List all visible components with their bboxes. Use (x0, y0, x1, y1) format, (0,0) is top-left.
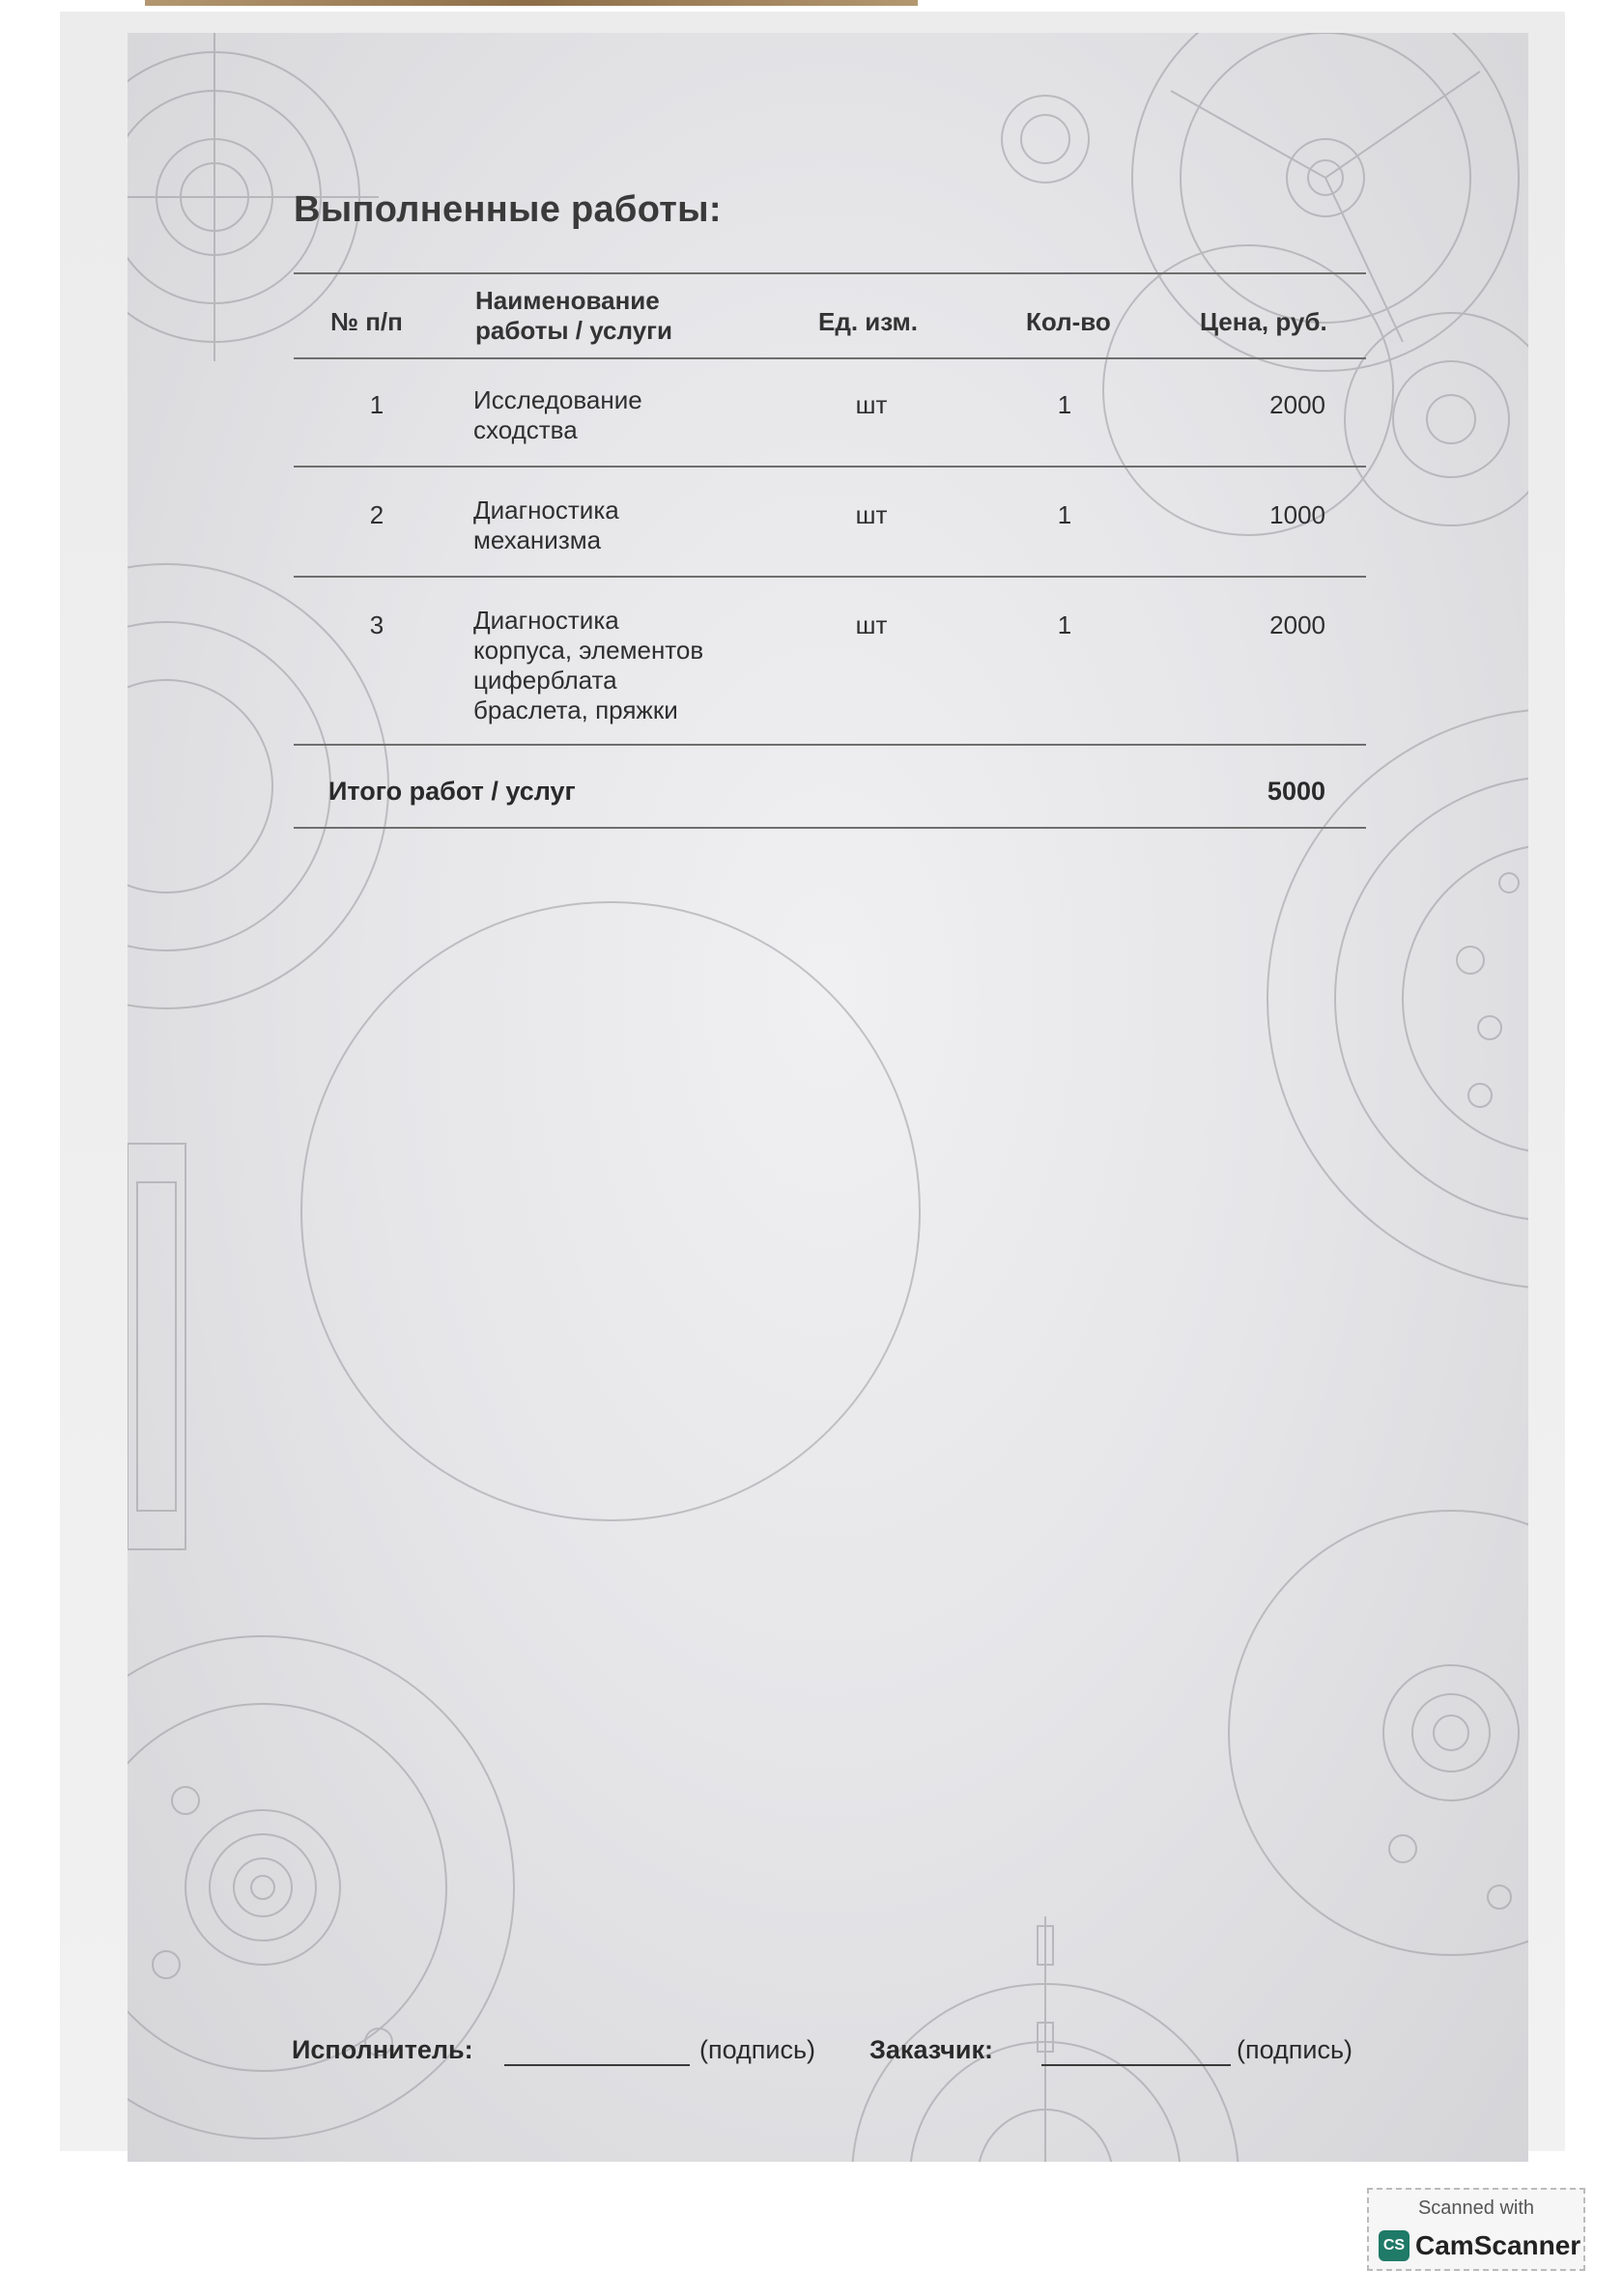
customer-signature-line (1041, 2064, 1231, 2066)
row-quantity: 1 (1057, 500, 1072, 529)
document-content (128, 33, 1528, 2162)
row-number: 1 (369, 390, 384, 419)
document-page (128, 33, 1528, 2162)
scanned-with-text: Scanned with (1417, 2197, 1535, 2219)
row-unit: шт (855, 390, 888, 419)
executor-signature-line (504, 2064, 690, 2066)
row-name-line: корпуса, элементов (473, 636, 704, 665)
page-title: Выполненные работы: (294, 189, 722, 230)
header-name-line2: работы / услуги (475, 316, 672, 345)
row-name-line: циферблата (473, 666, 617, 694)
header-rule (294, 357, 1366, 359)
row-rule (294, 466, 1366, 468)
customer-label: Заказчик: (869, 2035, 993, 2064)
row-name-line: браслета, пряжки (473, 695, 678, 724)
row-name-line: Диагностика (473, 606, 619, 635)
camscanner-name: CamScanner (1415, 2230, 1581, 2260)
scan-edge-top (145, 0, 918, 6)
customer-signature-note: (подпись) (1237, 2035, 1353, 2064)
header-price: Цена, руб. (1200, 307, 1327, 336)
total-label: Итого работ / услуг (328, 777, 576, 806)
row-rule (294, 744, 1366, 746)
total-value: 5000 (1267, 777, 1325, 806)
executor-signature-note: (подпись) (699, 2035, 816, 2064)
header-unit: Ед. изм. (818, 307, 919, 336)
row-quantity: 1 (1057, 390, 1072, 419)
row-number: 2 (369, 500, 384, 529)
header-number: № п/п (330, 307, 403, 336)
row-price: 2000 (1269, 390, 1325, 419)
camscanner-logo-icon: CS (1379, 2230, 1409, 2261)
row-rule (294, 576, 1366, 578)
header-quantity: Кол-во (1026, 307, 1111, 336)
executor-label: Исполнитель: (292, 2035, 473, 2064)
camscanner-watermark (1367, 2188, 1585, 2271)
row-price: 1000 (1269, 500, 1325, 529)
header-name-line1: Наименование (475, 286, 660, 315)
row-name-line: Исследование (473, 385, 642, 414)
row-unit: шт (855, 500, 888, 529)
row-number: 3 (369, 610, 384, 639)
row-quantity: 1 (1057, 610, 1072, 639)
row-unit: шт (855, 610, 888, 639)
table-bottom-rule (294, 827, 1366, 829)
row-name-line: механизма (473, 525, 602, 554)
table-top-rule (294, 272, 1366, 274)
row-name-line: сходства (473, 415, 578, 444)
row-price: 2000 (1269, 610, 1325, 639)
row-name-line: Диагностика (473, 496, 619, 524)
